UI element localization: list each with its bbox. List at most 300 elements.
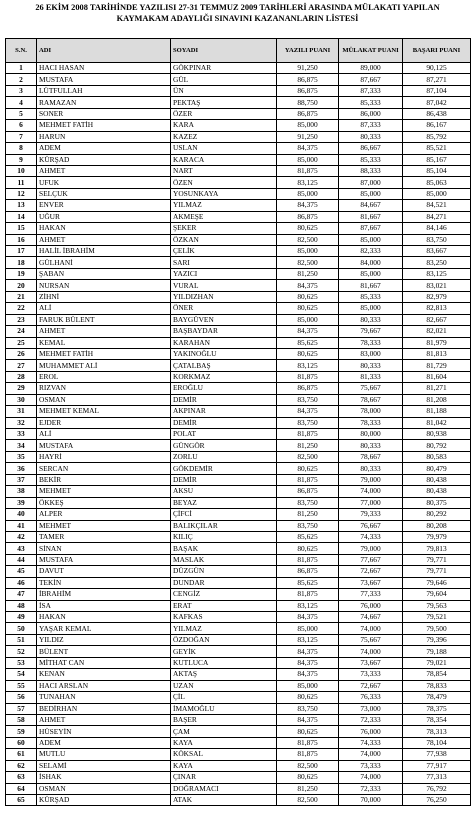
table-row bbox=[6, 246, 471, 257]
cell-soyadi: KUTLUCA bbox=[171, 657, 277, 668]
cell-soyadi: AKPINAR bbox=[171, 406, 277, 417]
cell-mulakat-puani: 74,000 bbox=[339, 623, 403, 634]
cell-basari-puani: 79,646 bbox=[403, 577, 471, 588]
cell-basari-puani: 82,979 bbox=[403, 291, 471, 302]
cell-basari-puani: 85,792 bbox=[403, 131, 471, 142]
cell-yazili-puani: 81,250 bbox=[277, 440, 339, 451]
cell-soyadi: ÖZEN bbox=[171, 177, 277, 188]
cell-mulakat-puani: 87,333 bbox=[339, 85, 403, 96]
cell-yazili-puani: 81,875 bbox=[277, 749, 339, 760]
cell-yazili-puani: 85,000 bbox=[277, 680, 339, 691]
cell-sn: 54 bbox=[6, 669, 37, 680]
cell-soyadi: ÇINAR bbox=[171, 772, 277, 783]
results-table-body bbox=[6, 63, 471, 806]
cell-soyadi: KAZEZ bbox=[171, 131, 277, 142]
cell-soyadi: KARA bbox=[171, 120, 277, 131]
cell-yazili-puani: 84,375 bbox=[277, 143, 339, 154]
cell-soyadi: GÖKDEMİR bbox=[171, 463, 277, 474]
header-row bbox=[6, 39, 471, 63]
cell-adi: ALİ bbox=[37, 303, 171, 314]
table-row bbox=[6, 714, 471, 725]
header-mulakat-text: MÜLAKAT PUANI bbox=[342, 47, 399, 54]
cell-yazili-puani: 83,750 bbox=[277, 497, 339, 508]
cell-soyadi: BALIKÇILAR bbox=[171, 520, 277, 531]
cell-mulakat-puani: 72,333 bbox=[339, 714, 403, 725]
table-row bbox=[6, 520, 471, 531]
cell-yazili-puani: 80,625 bbox=[277, 692, 339, 703]
cell-sn: 49 bbox=[6, 612, 37, 623]
cell-sn: 3 bbox=[6, 85, 37, 96]
table-row bbox=[6, 143, 471, 154]
cell-basari-puani: 80,438 bbox=[403, 486, 471, 497]
cell-sn: 43 bbox=[6, 543, 37, 554]
cell-yazili-puani: 82,500 bbox=[277, 257, 339, 268]
cell-sn: 32 bbox=[6, 417, 37, 428]
cell-soyadi: EROĞLU bbox=[171, 383, 277, 394]
cell-adi: UĞUR bbox=[37, 211, 171, 222]
table-row bbox=[6, 268, 471, 279]
table-row bbox=[6, 680, 471, 691]
cell-basari-puani: 80,375 bbox=[403, 497, 471, 508]
cell-basari-puani: 79,500 bbox=[403, 623, 471, 634]
results-table-header bbox=[6, 39, 471, 63]
results-table bbox=[5, 38, 471, 806]
cell-mulakat-puani: 76,667 bbox=[339, 520, 403, 531]
cell-adi: YILDIZ bbox=[37, 634, 171, 645]
cell-yazili-puani: 84,375 bbox=[277, 669, 339, 680]
cell-yazili-puani: 85,000 bbox=[277, 120, 339, 131]
cell-sn: 45 bbox=[6, 566, 37, 577]
cell-mulakat-puani: 78,333 bbox=[339, 417, 403, 428]
cell-adi: AHMET bbox=[37, 714, 171, 725]
cell-sn: 59 bbox=[6, 726, 37, 737]
cell-adi: HAKAN bbox=[37, 223, 171, 234]
cell-soyadi: SARI bbox=[171, 257, 277, 268]
cell-basari-puani: 81,604 bbox=[403, 371, 471, 382]
cell-yazili-puani: 81,875 bbox=[277, 429, 339, 440]
cell-soyadi: ÇATALBAŞ bbox=[171, 360, 277, 371]
cell-adi: TUNAHAN bbox=[37, 692, 171, 703]
cell-mulakat-puani: 78,667 bbox=[339, 394, 403, 405]
cell-basari-puani: 79,021 bbox=[403, 657, 471, 668]
cell-sn: 61 bbox=[6, 749, 37, 760]
cell-soyadi: ÖZDOĞAN bbox=[171, 634, 277, 645]
cell-basari-puani: 78,854 bbox=[403, 669, 471, 680]
table-row bbox=[6, 85, 471, 96]
cell-mulakat-puani: 70,000 bbox=[339, 795, 403, 806]
cell-basari-puani: 86,438 bbox=[403, 108, 471, 119]
cell-sn: 41 bbox=[6, 520, 37, 531]
table-row bbox=[6, 383, 471, 394]
table-row bbox=[6, 634, 471, 645]
table-row bbox=[6, 772, 471, 783]
cell-basari-puani: 79,188 bbox=[403, 646, 471, 657]
cell-sn: 9 bbox=[6, 154, 37, 165]
cell-soyadi: CENGİZ bbox=[171, 589, 277, 600]
cell-sn: 44 bbox=[6, 554, 37, 565]
cell-soyadi: AKSU bbox=[171, 486, 277, 497]
cell-sn: 12 bbox=[6, 188, 37, 199]
cell-adi: ENVER bbox=[37, 200, 171, 211]
cell-sn: 6 bbox=[6, 120, 37, 131]
cell-basari-puani: 79,396 bbox=[403, 634, 471, 645]
cell-yazili-puani: 85,625 bbox=[277, 577, 339, 588]
cell-mulakat-puani: 85,333 bbox=[339, 97, 403, 108]
table-row bbox=[6, 497, 471, 508]
table-row bbox=[6, 280, 471, 291]
cell-yazili-puani: 85,000 bbox=[277, 188, 339, 199]
cell-adi: HARUN bbox=[37, 131, 171, 142]
table-row bbox=[6, 566, 471, 577]
cell-adi: KEMAL bbox=[37, 337, 171, 348]
cell-adi: SİNAN bbox=[37, 543, 171, 554]
cell-soyadi: MASLAK bbox=[171, 554, 277, 565]
table-row bbox=[6, 612, 471, 623]
cell-basari-puani: 81,979 bbox=[403, 337, 471, 348]
cell-yazili-puani: 83,125 bbox=[277, 177, 339, 188]
header-yazili-puani: YAZILI PUANI bbox=[277, 39, 339, 63]
cell-mulakat-puani: 80,000 bbox=[339, 429, 403, 440]
table-row bbox=[6, 314, 471, 325]
cell-soyadi: YILDIZHAN bbox=[171, 291, 277, 302]
cell-basari-puani: 84,271 bbox=[403, 211, 471, 222]
cell-adi: OSMAN bbox=[37, 394, 171, 405]
cell-adi: HAKAN bbox=[37, 612, 171, 623]
cell-adi: İSHAK bbox=[37, 772, 171, 783]
cell-mulakat-puani: 76,000 bbox=[339, 600, 403, 611]
cell-sn: 37 bbox=[6, 474, 37, 485]
cell-sn: 48 bbox=[6, 600, 37, 611]
header-soyadi: SOYADI bbox=[171, 39, 277, 63]
cell-mulakat-puani: 89,000 bbox=[339, 63, 403, 74]
table-row bbox=[6, 589, 471, 600]
cell-soyadi: YILMAZ bbox=[171, 623, 277, 634]
cell-adi: ALİ bbox=[37, 429, 171, 440]
cell-soyadi: UZAN bbox=[171, 680, 277, 691]
cell-soyadi: BAYGÜVEN bbox=[171, 314, 277, 325]
cell-soyadi: ZORLU bbox=[171, 451, 277, 462]
table-row bbox=[6, 211, 471, 222]
cell-adi: RAMAZAN bbox=[37, 97, 171, 108]
cell-mulakat-puani: 77,333 bbox=[339, 589, 403, 600]
cell-sn: 31 bbox=[6, 406, 37, 417]
cell-mulakat-puani: 78,333 bbox=[339, 337, 403, 348]
cell-yazili-puani: 85,625 bbox=[277, 337, 339, 348]
header-basari-puani: BAŞARI PUANI bbox=[403, 39, 471, 63]
cell-mulakat-puani: 76,000 bbox=[339, 726, 403, 737]
cell-yazili-puani: 80,625 bbox=[277, 303, 339, 314]
cell-sn: 63 bbox=[6, 772, 37, 783]
cell-adi: EROL bbox=[37, 371, 171, 382]
cell-adi: MUSTAFA bbox=[37, 554, 171, 565]
cell-yazili-puani: 86,875 bbox=[277, 383, 339, 394]
table-row bbox=[6, 646, 471, 657]
cell-mulakat-puani: 85,000 bbox=[339, 303, 403, 314]
table-row bbox=[6, 417, 471, 428]
cell-adi: MEHMET FATİH bbox=[37, 120, 171, 131]
cell-soyadi: YAKINOĞLU bbox=[171, 348, 277, 359]
cell-adi: ALPER bbox=[37, 509, 171, 520]
cell-sn: 52 bbox=[6, 646, 37, 657]
cell-sn: 11 bbox=[6, 177, 37, 188]
table-row bbox=[6, 795, 471, 806]
cell-sn: 55 bbox=[6, 680, 37, 691]
cell-basari-puani: 83,250 bbox=[403, 257, 471, 268]
cell-sn: 8 bbox=[6, 143, 37, 154]
cell-adi: ZİHNİ bbox=[37, 291, 171, 302]
cell-adi: SONER bbox=[37, 108, 171, 119]
cell-adi: HÜSEYİN bbox=[37, 726, 171, 737]
cell-sn: 13 bbox=[6, 200, 37, 211]
table-row bbox=[6, 509, 471, 520]
cell-soyadi: DOĞRAMACI bbox=[171, 783, 277, 794]
cell-adi: KENAN bbox=[37, 669, 171, 680]
cell-adi: ŞABAN bbox=[37, 268, 171, 279]
cell-mulakat-puani: 74,667 bbox=[339, 612, 403, 623]
cell-adi: GÜLHANİ bbox=[37, 257, 171, 268]
cell-basari-puani: 81,813 bbox=[403, 348, 471, 359]
cell-mulakat-puani: 78,000 bbox=[339, 406, 403, 417]
cell-basari-puani: 80,792 bbox=[403, 440, 471, 451]
table-row bbox=[6, 291, 471, 302]
table-row bbox=[6, 234, 471, 245]
cell-yazili-puani: 80,625 bbox=[277, 223, 339, 234]
cell-adi: MEHMET KEMAL bbox=[37, 406, 171, 417]
cell-soyadi: KAYA bbox=[171, 737, 277, 748]
cell-yazili-puani: 84,375 bbox=[277, 657, 339, 668]
cell-basari-puani: 78,104 bbox=[403, 737, 471, 748]
cell-adi: İBRAHİM bbox=[37, 589, 171, 600]
cell-sn: 35 bbox=[6, 451, 37, 462]
cell-yazili-puani: 82,500 bbox=[277, 451, 339, 462]
cell-mulakat-puani: 77,000 bbox=[339, 497, 403, 508]
cell-mulakat-puani: 86,667 bbox=[339, 143, 403, 154]
cell-yazili-puani: 82,500 bbox=[277, 795, 339, 806]
cell-mulakat-puani: 79,333 bbox=[339, 509, 403, 520]
cell-basari-puani: 76,792 bbox=[403, 783, 471, 794]
cell-adi: SELÇUK bbox=[37, 188, 171, 199]
cell-soyadi: GÜNGÖR bbox=[171, 440, 277, 451]
cell-yazili-puani: 85,000 bbox=[277, 314, 339, 325]
cell-mulakat-puani: 87,667 bbox=[339, 223, 403, 234]
cell-yazili-puani: 85,000 bbox=[277, 623, 339, 634]
cell-soyadi: BAŞER bbox=[171, 714, 277, 725]
cell-sn: 16 bbox=[6, 234, 37, 245]
cell-soyadi: İMAMOĞLU bbox=[171, 703, 277, 714]
cell-sn: 5 bbox=[6, 108, 37, 119]
cell-mulakat-puani: 75,667 bbox=[339, 634, 403, 645]
cell-adi: MİTHAT CAN bbox=[37, 657, 171, 668]
cell-yazili-puani: 81,250 bbox=[277, 783, 339, 794]
cell-yazili-puani: 84,375 bbox=[277, 646, 339, 657]
cell-soyadi: ÖNER bbox=[171, 303, 277, 314]
cell-soyadi: ÇİFCİ bbox=[171, 509, 277, 520]
cell-mulakat-puani: 80,333 bbox=[339, 440, 403, 451]
cell-basari-puani: 85,104 bbox=[403, 165, 471, 176]
cell-sn: 29 bbox=[6, 383, 37, 394]
cell-basari-puani: 77,938 bbox=[403, 749, 471, 760]
cell-sn: 26 bbox=[6, 348, 37, 359]
table-row bbox=[6, 177, 471, 188]
cell-adi: OSMAN bbox=[37, 783, 171, 794]
cell-yazili-puani: 85,625 bbox=[277, 531, 339, 542]
cell-adi: YAŞAR KEMAL bbox=[37, 623, 171, 634]
cell-basari-puani: 82,667 bbox=[403, 314, 471, 325]
cell-soyadi: BEYAZ bbox=[171, 497, 277, 508]
cell-soyadi: ERAT bbox=[171, 600, 277, 611]
cell-mulakat-puani: 80,333 bbox=[339, 314, 403, 325]
cell-mulakat-puani: 78,667 bbox=[339, 451, 403, 462]
cell-basari-puani: 78,313 bbox=[403, 726, 471, 737]
table-row bbox=[6, 165, 471, 176]
cell-soyadi: YILMAZ bbox=[171, 200, 277, 211]
cell-sn: 14 bbox=[6, 211, 37, 222]
cell-yazili-puani: 80,625 bbox=[277, 463, 339, 474]
cell-mulakat-puani: 74,000 bbox=[339, 749, 403, 760]
cell-mulakat-puani: 80,333 bbox=[339, 360, 403, 371]
cell-sn: 34 bbox=[6, 440, 37, 451]
table-row bbox=[6, 303, 471, 314]
cell-adi: ADEM bbox=[37, 737, 171, 748]
cell-sn: 19 bbox=[6, 268, 37, 279]
cell-sn: 57 bbox=[6, 703, 37, 714]
table-row bbox=[6, 474, 471, 485]
cell-mulakat-puani: 83,000 bbox=[339, 348, 403, 359]
cell-adi: TAMER bbox=[37, 531, 171, 542]
table-row bbox=[6, 451, 471, 462]
cell-basari-puani: 81,729 bbox=[403, 360, 471, 371]
cell-basari-puani: 87,271 bbox=[403, 74, 471, 85]
table-row bbox=[6, 600, 471, 611]
cell-yazili-puani: 83,125 bbox=[277, 600, 339, 611]
table-row bbox=[6, 531, 471, 542]
cell-adi: HALİL İBRAHİM bbox=[37, 246, 171, 257]
table-row bbox=[6, 737, 471, 748]
cell-soyadi: ÇELİK bbox=[171, 246, 277, 257]
cell-sn: 65 bbox=[6, 795, 37, 806]
cell-basari-puani: 82,021 bbox=[403, 326, 471, 337]
cell-sn: 62 bbox=[6, 760, 37, 771]
cell-mulakat-puani: 74,333 bbox=[339, 737, 403, 748]
cell-sn: 4 bbox=[6, 97, 37, 108]
cell-mulakat-puani: 73,333 bbox=[339, 669, 403, 680]
cell-adi: ÖKKEŞ bbox=[37, 497, 171, 508]
cell-sn: 2 bbox=[6, 74, 37, 85]
cell-sn: 56 bbox=[6, 692, 37, 703]
cell-mulakat-puani: 85,000 bbox=[339, 268, 403, 279]
cell-soyadi: USLAN bbox=[171, 143, 277, 154]
cell-basari-puani: 77,917 bbox=[403, 760, 471, 771]
cell-soyadi: BAŞBAYDAR bbox=[171, 326, 277, 337]
cell-mulakat-puani: 74,333 bbox=[339, 531, 403, 542]
document-title-line-1: 26 EKİM 2008 TARİHİNDE YAZILISI 27-31 TEMMUZ 2009 TARİHLERİ ARASINDA MÜLAKATI YAPILAN bbox=[35, 3, 440, 12]
cell-basari-puani: 87,042 bbox=[403, 97, 471, 108]
cell-adi: MUTLU bbox=[37, 749, 171, 760]
cell-sn: 46 bbox=[6, 577, 37, 588]
cell-soyadi: ŞEKER bbox=[171, 223, 277, 234]
cell-sn: 39 bbox=[6, 497, 37, 508]
cell-yazili-puani: 81,875 bbox=[277, 165, 339, 176]
table-row bbox=[6, 337, 471, 348]
table-row bbox=[6, 543, 471, 554]
table-row bbox=[6, 429, 471, 440]
cell-soyadi: KÖKSAL bbox=[171, 749, 277, 760]
cell-basari-puani: 80,292 bbox=[403, 509, 471, 520]
cell-soyadi: KAFKAS bbox=[171, 612, 277, 623]
cell-adi: RIZVAN bbox=[37, 383, 171, 394]
cell-yazili-puani: 86,875 bbox=[277, 85, 339, 96]
cell-yazili-puani: 80,625 bbox=[277, 291, 339, 302]
cell-yazili-puani: 86,875 bbox=[277, 211, 339, 222]
cell-mulakat-puani: 82,333 bbox=[339, 246, 403, 257]
cell-mulakat-puani: 80,333 bbox=[339, 463, 403, 474]
cell-yazili-puani: 86,875 bbox=[277, 108, 339, 119]
cell-soyadi: ÜN bbox=[171, 85, 277, 96]
cell-adi: MUSTAFA bbox=[37, 440, 171, 451]
cell-sn: 23 bbox=[6, 314, 37, 325]
table-row bbox=[6, 371, 471, 382]
cell-mulakat-puani: 86,000 bbox=[339, 108, 403, 119]
cell-soyadi: POLAT bbox=[171, 429, 277, 440]
cell-sn: 58 bbox=[6, 714, 37, 725]
table-row bbox=[6, 463, 471, 474]
cell-yazili-puani: 84,375 bbox=[277, 612, 339, 623]
cell-mulakat-puani: 77,667 bbox=[339, 554, 403, 565]
table-row bbox=[6, 760, 471, 771]
cell-yazili-puani: 86,875 bbox=[277, 486, 339, 497]
table-row bbox=[6, 360, 471, 371]
cell-adi: İSA bbox=[37, 600, 171, 611]
table-row bbox=[6, 577, 471, 588]
cell-basari-puani: 79,979 bbox=[403, 531, 471, 542]
cell-sn: 24 bbox=[6, 326, 37, 337]
cell-basari-puani: 79,813 bbox=[403, 543, 471, 554]
cell-yazili-puani: 83,750 bbox=[277, 394, 339, 405]
cell-soyadi: KORKMAZ bbox=[171, 371, 277, 382]
cell-basari-puani: 85,167 bbox=[403, 154, 471, 165]
cell-adi: MEHMET bbox=[37, 520, 171, 531]
table-row bbox=[6, 486, 471, 497]
table-row bbox=[6, 188, 471, 199]
cell-basari-puani: 81,208 bbox=[403, 394, 471, 405]
table-row bbox=[6, 120, 471, 131]
cell-mulakat-puani: 75,667 bbox=[339, 383, 403, 394]
table-row bbox=[6, 394, 471, 405]
cell-sn: 27 bbox=[6, 360, 37, 371]
table-row bbox=[6, 554, 471, 565]
cell-adi: BEDİRHAN bbox=[37, 703, 171, 714]
table-row bbox=[6, 223, 471, 234]
cell-soyadi: ÇİL bbox=[171, 692, 277, 703]
cell-mulakat-puani: 81,667 bbox=[339, 211, 403, 222]
cell-basari-puani: 76,250 bbox=[403, 795, 471, 806]
cell-mulakat-puani: 73,333 bbox=[339, 760, 403, 771]
cell-basari-puani: 84,521 bbox=[403, 200, 471, 211]
cell-sn: 1 bbox=[6, 63, 37, 74]
cell-adi: AHMET bbox=[37, 165, 171, 176]
cell-basari-puani: 81,042 bbox=[403, 417, 471, 428]
cell-yazili-puani: 81,875 bbox=[277, 474, 339, 485]
cell-yazili-puani: 91,250 bbox=[277, 131, 339, 142]
cell-mulakat-puani: 73,667 bbox=[339, 577, 403, 588]
table-row bbox=[6, 783, 471, 794]
cell-soyadi: ÇAM bbox=[171, 726, 277, 737]
table-row bbox=[6, 97, 471, 108]
cell-adi: NURSAN bbox=[37, 280, 171, 291]
cell-basari-puani: 79,771 bbox=[403, 566, 471, 577]
cell-basari-puani: 85,000 bbox=[403, 188, 471, 199]
cell-sn: 25 bbox=[6, 337, 37, 348]
